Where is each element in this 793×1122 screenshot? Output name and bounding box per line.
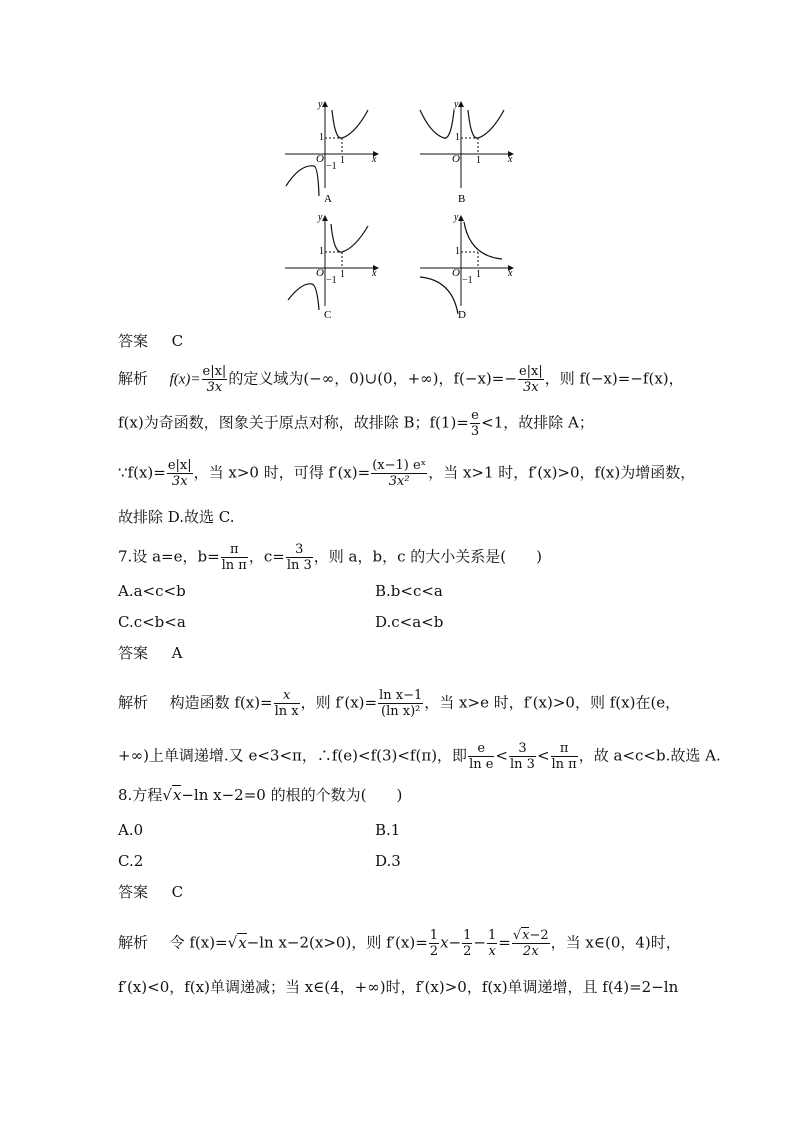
- q8-frac-half-2: $\frac{1}{2}$: [463, 928, 472, 959]
- graph-c-label: C: [324, 309, 332, 321]
- graph-d: [420, 212, 513, 321]
- graph-b-y: y: [454, 99, 459, 110]
- graph-a-one-x: 1: [340, 155, 345, 166]
- q8-frac-half-1: $\frac{1}{2}$: [429, 928, 439, 959]
- q8-stem: 8.方程√x−ln x−2=0 的根的个数为( ): [118, 786, 403, 804]
- q7-frac-b: $\frac{\pi}{\text{ln π}}$: [221, 542, 247, 573]
- q8-solution-line-1: 解析 令 f(x)=√x−ln x−2(x>0)，则 f′(x)= $\frac{1}{2}$ x− $\frac{1}{2}$ − $\frac{1}{x}$ = $\frac{√x-2}{2x}$ ，当 x∈(0，4)时，: [118, 928, 681, 959]
- q7-frac-pi: $\frac{\pi}{\text{ln π}}$: [551, 741, 577, 772]
- q6-frac-3: $\frac{e}{3}$: [470, 408, 480, 439]
- q7-frac-e: $\frac{e}{\text{ln e}}$: [469, 741, 494, 772]
- q6-answer-label: 答案: [118, 332, 149, 350]
- q7-frac-fprime: $\frac{\text{ln x−1}}{\text{(ln x)²}}$: [379, 688, 423, 719]
- q7-frac-c: $\frac{3}{\ln 3}$: [286, 542, 312, 573]
- graph-a-y: y: [318, 99, 323, 110]
- q6-sol-label: 解析: [118, 369, 149, 388]
- graph-c-x: x: [372, 268, 377, 279]
- graph-c-one-x: 1: [340, 269, 345, 280]
- graph-d-origin: O: [452, 267, 460, 279]
- graph-a: [285, 99, 378, 205]
- graph-b-label: B: [458, 193, 466, 205]
- graph-d-one-x: 1: [476, 269, 481, 280]
- graph-c-one: 1: [319, 246, 324, 257]
- q7-answer: 答案 A: [118, 644, 183, 662]
- q7-frac-f: $\frac{x}{\text{ln x}}$: [274, 688, 299, 719]
- q8-frac-1x: $\frac{1}{x}$: [487, 928, 497, 959]
- q6-frac-2: $\frac{e|x|}{3x}$: [518, 364, 543, 395]
- graph-b-one: 1: [455, 132, 460, 143]
- graph-figure: [280, 96, 530, 324]
- q7-solution-line-1: 解析 构造函数 f(x)= $\frac{x}{\text{ln x}}$ ，则 f′(x)= $\frac{\text{ln x−1}}{\text{(ln x)²}}$ ，当 x>e 时，f′(x)>0，则 f(x)在(e，: [118, 688, 681, 719]
- graph-d-label: D: [458, 309, 466, 321]
- q6-solution-line-2: f(x)为奇函数，图象关于原点对称，故排除 B；f(1)= $\frac{e}{3}$ <1，故排除 A；: [118, 408, 594, 439]
- q7-stem: 7.设 a=e，b= $\frac{\pi}{\text{ln π}}$ ，c= $\frac{3}{\ln 3}$ ，则 a，b，c 的大小关系是( ): [118, 542, 542, 573]
- graph-c-negone: −1: [326, 275, 337, 286]
- graph-b-x: x: [508, 154, 513, 165]
- q7-solution-line-2: +∞)上单调递增.又 e<3<π，∴f(e)<f(3)<f(π)，即 $\frac{e}{\text{ln e}}$ < $\frac{3}{\ln 3}$ < $\frac{\pi}{\text{ln π}}$ ，故 a<c<b.故选 A.: [118, 741, 721, 772]
- q6-solution-line-3: ∵f(x)= $\frac{e|x|}{3x}$ ，当 x>0 时，可得 f′(x)= $\frac{\text{(x−1) eˣ}}{\text{3x²}}$ ，当 x>1 时，f′(x)>0，f(x)为增函数，: [118, 458, 696, 489]
- q8-option-b[interactable]: B.1: [375, 821, 401, 839]
- q8-option-a[interactable]: A.0: [118, 821, 144, 839]
- q6-answer-value: C: [171, 332, 184, 350]
- graph-a-negone: −1: [326, 161, 337, 172]
- q8-answer-value: C: [171, 883, 184, 901]
- q6-solution-line-1: 解析 f(x)= $\frac{e|x|}{3x}$ 的定义域为(−∞，0)∪(0，+∞)，f(−x)=− $\frac{e|x|}{3x}$ ，则 f(−x)=−f(x)，: [118, 364, 684, 395]
- q6-solution-line-4: 故排除 D.故选 C.: [118, 508, 235, 526]
- graph-c: [285, 212, 378, 321]
- q7-option-a[interactable]: A.a<c<b: [118, 582, 186, 600]
- q7-option-b[interactable]: B.b<c<a: [375, 582, 443, 600]
- graph-a-x: x: [372, 154, 377, 165]
- q8-frac-result: $\frac{√x-2}{2x}$: [512, 928, 549, 959]
- graph-a-origin: O: [316, 153, 324, 165]
- graph-c-y: y: [318, 212, 323, 223]
- q8-option-c[interactable]: C.2: [118, 852, 144, 870]
- graph-d-one: 1: [455, 246, 460, 257]
- q8-option-d[interactable]: D.3: [375, 852, 401, 870]
- graph-a-one: 1: [319, 132, 324, 143]
- q6-frac-4: $\frac{e|x|}{3x}$: [167, 458, 192, 489]
- q8-answer: 答案 C: [118, 883, 184, 901]
- q7-option-c[interactable]: C.c<b<a: [118, 613, 186, 631]
- q7-option-d[interactable]: D.c<a<b: [375, 613, 444, 631]
- q6-answer: [118, 331, 183, 351]
- graph-d-y: y: [454, 212, 459, 223]
- q7-answer-value: A: [171, 644, 183, 662]
- graph-b-one-x: 1: [476, 155, 481, 166]
- graph-d-x: x: [508, 268, 513, 279]
- q7-frac-3: $\frac{3}{\ln 3}$: [510, 741, 535, 772]
- graph-d-negone: −1: [462, 275, 473, 286]
- graph-b-origin: O: [452, 153, 460, 165]
- graph-b: [420, 99, 513, 205]
- graph-c-origin: O: [316, 267, 324, 279]
- q6-frac-5: $\frac{\text{(x−1) eˣ}}{\text{3x²}}$: [372, 458, 427, 489]
- q6-frac-1: $\frac{e|x|}{3x}$: [202, 364, 227, 395]
- graph-a-label: A: [324, 193, 332, 205]
- q8-solution-line-2: f′(x)<0，f(x)单调递减；当 x∈(4，+∞)时，f′(x)>0，f(x)单调递增，且 f(4)=2−ln: [118, 978, 679, 996]
